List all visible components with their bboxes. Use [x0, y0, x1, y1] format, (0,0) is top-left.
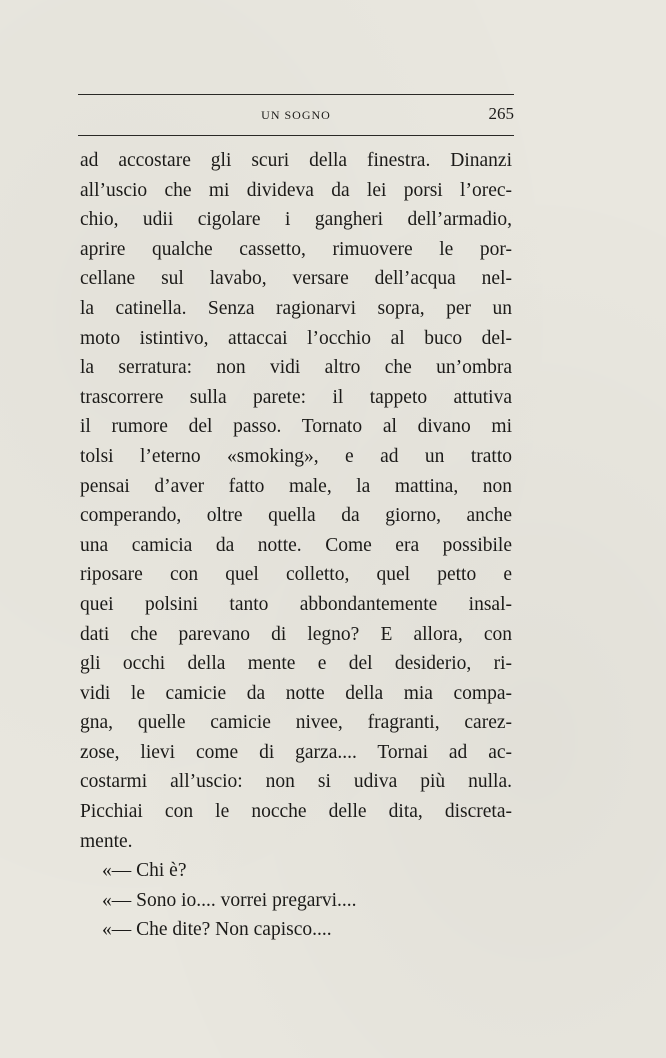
text-line: moto istintivo, attaccai l’occhio al buco del-: [80, 327, 512, 349]
running-title: UN SOGNO: [261, 108, 331, 122]
header-rule-top: [78, 94, 514, 95]
text-line: dati che parevano di legno? E allora, con: [80, 623, 512, 645]
body-text: [80, 146, 512, 945]
text-line: quei polsini tanto abbondantemente insal-: [80, 593, 512, 615]
dialogue-line: «— Sono io.... vorrei pregarvi....: [102, 889, 357, 911]
text-line: pensai d’aver fatto male, la mattina, non: [80, 475, 512, 497]
text-line: cellane sul lavabo, versare dell’acqua nel-: [80, 268, 512, 290]
text-line: mente.: [80, 830, 133, 852]
text-line: aprire qualche cassetto, rimuovere le por-: [80, 238, 512, 260]
text-line: gli occhi della mente e del desiderio, ri-: [80, 653, 512, 675]
text-line: vidi le camicie da notte della mia compa-: [80, 682, 512, 704]
text-line: la catinella. Senza ragionarvi sopra, per un: [80, 297, 512, 319]
text-line: il rumore del passo. Tornato al divano mi: [80, 416, 512, 438]
page-number: 265: [488, 104, 514, 123]
text-line: una camicia da notte. Come era possibile: [80, 534, 512, 556]
text-line: costarmi all’uscio: non si udiva più nulla.: [80, 771, 512, 793]
dialogue-line: «— Che dite? Non capisco....: [102, 919, 332, 941]
text-line: tolsi l’eterno «smoking», e ad un tratto: [80, 445, 512, 467]
dialogue-line: «— Chi è?: [102, 860, 187, 882]
text-line: gna, quelle camicie nivee, fragranti, carez-: [80, 712, 512, 734]
text-line: riposare con quel colletto, quel petto e: [80, 564, 512, 586]
text-line: ad accostare gli scuri della finestra. Dinanzi: [80, 150, 512, 171]
text-line: comperando, oltre quella da giorno, anche: [80, 505, 512, 527]
running-head: [78, 104, 514, 128]
text-line: zose, lievi come di garza.... Tornai ad ac-: [80, 741, 512, 763]
header-rule-bottom: [78, 135, 514, 136]
text-line: la serratura: non vidi altro che un’ombra: [80, 357, 512, 379]
text-line: Picchiai con le nocche delle dita, discreta-: [80, 801, 512, 823]
text-line: chio, udii cigolare i gangheri dell’armadio,: [80, 209, 512, 231]
text-line: trascorrere sulla parete: il tappeto attutiva: [80, 386, 512, 408]
text-line: all’uscio che mi divideva da lei porsi l’orec-: [80, 179, 512, 201]
